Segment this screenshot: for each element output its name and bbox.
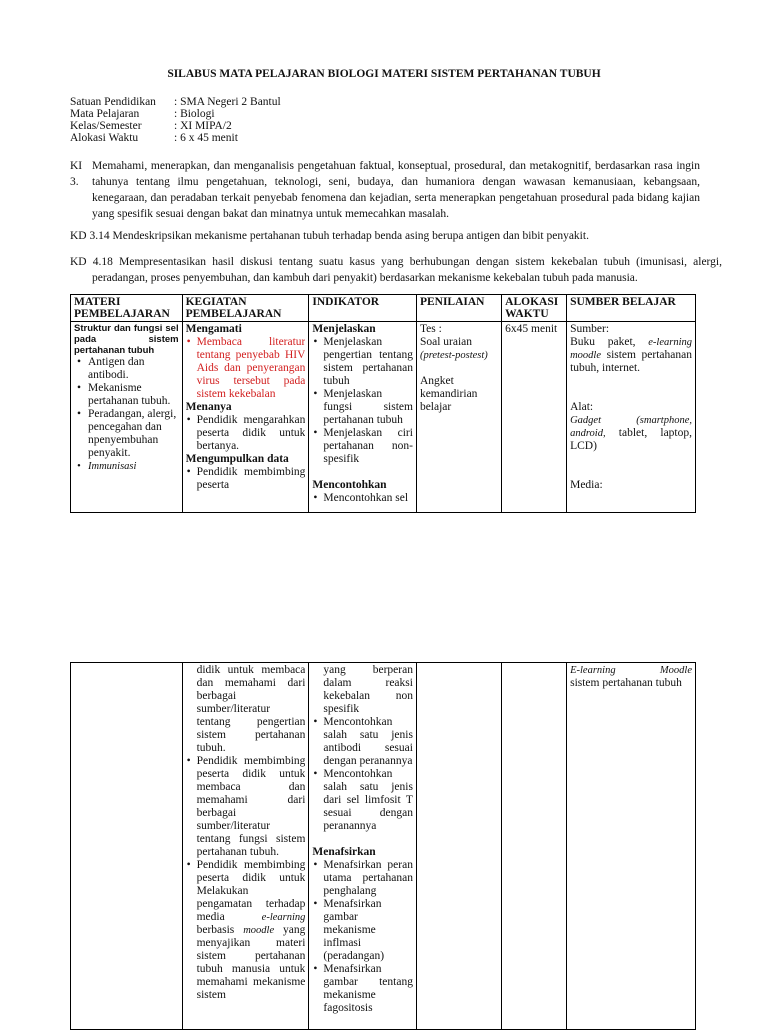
list-item: • Menafsirkan gambar mekanisme inflmasi (peradangan) bbox=[312, 898, 413, 963]
media-label: Media: bbox=[570, 479, 603, 491]
list-item: • Mencontohkan sel bbox=[312, 492, 413, 505]
indikator-heading: Menafsirkan bbox=[312, 846, 376, 858]
sumber-text bbox=[570, 336, 692, 375]
kegiatan-text: berbasis bbox=[196, 924, 235, 936]
table-row bbox=[71, 663, 696, 1030]
list-item: • Immunisasi bbox=[74, 460, 179, 473]
sumber-rest: sistem pertahanan tubuh, internet. bbox=[570, 349, 692, 374]
sumber-cell bbox=[567, 322, 696, 513]
sumber-buku: Buku paket, bbox=[570, 336, 636, 348]
info-value: : SMA Negeri 2 Bantul bbox=[174, 96, 281, 108]
list-item: • Antigen dan antibodi. bbox=[74, 356, 179, 382]
kegiatan-heading: Mengumpulkan data bbox=[185, 453, 289, 465]
list-item: • Menjelaskan ciri pertahanan non-spesifik bbox=[312, 427, 413, 466]
table-row bbox=[71, 322, 696, 513]
info-value: : 6 x 45 menit bbox=[174, 132, 238, 144]
alokasi-cell bbox=[502, 663, 567, 1030]
identity-block bbox=[70, 96, 281, 144]
penilaian-cell bbox=[416, 322, 501, 513]
list-item: • Pendidik membimbing peserta didik untuk membaca dan memahami dari berbagai sumber/literatur tentang fungsi sistem pertahanan tubuh. bbox=[186, 755, 306, 859]
materi-list bbox=[74, 356, 179, 473]
indikator-cell bbox=[309, 322, 417, 513]
list-item: • Pendidik membimbing peserta bbox=[186, 466, 306, 492]
list-item: • Mencontohkan salah satu jenis dari sel limfosit T sesuai dengan peranannya bbox=[312, 768, 413, 833]
sumber-label: Sumber: bbox=[570, 323, 610, 335]
indikator-continued: yang berperan dalam reaksi kekebalan non spesifik bbox=[323, 664, 413, 715]
list-item: • Mekanisme pertahanan tubuh. bbox=[74, 382, 179, 408]
kegiatan-cell bbox=[182, 663, 309, 1030]
materi-cell bbox=[71, 322, 183, 513]
ki3-paragraph bbox=[70, 158, 700, 222]
info-label: Satuan Pendidikan bbox=[70, 96, 156, 108]
indikator-list bbox=[312, 716, 413, 833]
table-header-row bbox=[71, 295, 696, 322]
kegiatan-continued: didik untuk membaca dan memahami dari berbagai sumber/literatur tentang pengertian sistem pertahanan tubuh. bbox=[196, 664, 306, 754]
header-indikator: INDIKATOR bbox=[309, 295, 417, 322]
kegiatan-elearning: e-learning bbox=[261, 912, 306, 923]
indikator-cell bbox=[309, 663, 417, 1030]
syllabus-table-continued bbox=[70, 662, 696, 1030]
kegiatan-text: yang menyajikan materi sistem pertahanan tubuh manusia untuk memahami mekanisme sistem bbox=[196, 924, 306, 1001]
sumber-elearning: e-learning moodle bbox=[570, 337, 692, 361]
info-label: Alokasi Waktu bbox=[70, 132, 139, 144]
kegiatan-list bbox=[186, 414, 306, 453]
alat-gadget: Gadget (smartphone, android, bbox=[570, 415, 692, 439]
header-sumber: SUMBER BELAJAR bbox=[567, 295, 696, 322]
alat-rest: tablet, laptop, LCD) bbox=[570, 427, 692, 452]
ki3-label: KI 3. bbox=[70, 160, 83, 188]
penilaian-pretest: (pretest-postest) bbox=[419, 350, 488, 361]
syllabus-table bbox=[70, 294, 696, 513]
indikator-heading: Mencontohkan bbox=[312, 479, 387, 491]
list-item: • Membaca literatur tentang penyebab HIV Aids dan penyerangan virus tersebut pada sistem kekebalan bbox=[186, 336, 306, 401]
penilaian-angket: Angket kemandirian belajar bbox=[419, 375, 478, 413]
header-materi: MATERI PEMBELAJARAN bbox=[71, 295, 183, 322]
info-row bbox=[70, 132, 281, 144]
list-item: • Pendidik mengarahkan peserta didik untuk bertanya. bbox=[186, 414, 306, 453]
info-value: : XI MIPA/2 bbox=[174, 120, 232, 132]
kegiatan-moodle: moodle bbox=[243, 925, 275, 936]
kegiatan-list bbox=[186, 466, 306, 492]
list-item: • Menjelaskan fungsi sistem pertahanan tubuh bbox=[312, 388, 413, 427]
penilaian-cell bbox=[416, 663, 501, 1030]
alat-label: Alat: bbox=[570, 401, 594, 413]
header-alokasi: ALOKASI WAKTU bbox=[502, 295, 567, 322]
info-label: Mata Pelajaran bbox=[70, 108, 140, 120]
list-item: • Menafsirkan peran utama pertahanan penghalang bbox=[312, 859, 413, 898]
info-row bbox=[70, 108, 281, 120]
ki3-text: Memahami, menerapkan, dan menganalisis pengetahuan faktual, konseptual, prosedural, dan metakognitif, berdasarkan rasa ingin tahunya tentang ilmu pengetahuan, teknologi, seni, budaya, dan humaniora dengan wawasan kemanusiaan, kebangsaan, kenegaraan, dan peradaban terkait penyebab fenomena dan kejadian, serta menerapkan pengetahuan prosedural pada bidang kajian yang spesifik sesuai dengan bakat dan minatnya untuk memecahkan masalah. bbox=[92, 160, 700, 220]
kd314-paragraph: KD 3.14 Mendeskripsikan mekanisme pertahanan tubuh terhadap benda asing berupa antigen dan bibit penyakit. bbox=[70, 230, 589, 242]
penilaian-soal: Soal uraian bbox=[419, 336, 473, 348]
header-penilaian: PENILAIAN bbox=[416, 295, 501, 322]
indikator-list bbox=[312, 492, 413, 505]
info-label: Kelas/Semester bbox=[70, 120, 142, 132]
info-row bbox=[70, 120, 281, 132]
indikator-list bbox=[312, 336, 413, 466]
indikator-heading: Menjelaskan bbox=[312, 323, 376, 335]
header-kegiatan: KEGIATAN PEMBELAJARAN bbox=[182, 295, 309, 322]
info-row bbox=[70, 96, 281, 108]
list-item: • Menjelaskan pengertian tentang sistem pertahanan tubuh bbox=[312, 336, 413, 388]
kegiatan-text: Pendidik membimbing peserta didik untuk Melakukan pengamatan terhadap media bbox=[196, 859, 306, 923]
kegiatan-list bbox=[186, 336, 306, 401]
kegiatan-heading: Mengamati bbox=[185, 323, 242, 335]
sumber-cell bbox=[567, 663, 696, 1030]
penilaian-tes: Tes : bbox=[419, 323, 442, 335]
alat-text bbox=[570, 414, 692, 453]
sumber-elearning: E-learning Moodle bbox=[570, 665, 692, 676]
list-item: • Mencontohkan salah satu jenis antibodi sesuai dengan peranannya bbox=[312, 716, 413, 768]
kd418-paragraph: KD 4.18 Mempresentasikan hasil diskusi tentang suatu kasus yang berhubungan dengan sistem kekebalan tubuh (imunisasi, alergi, peradangan, proses penyembuhan, dan kambuh dari penyakit) berdasarkan mekanisme kekebalan tubuh pada manusia. bbox=[70, 256, 722, 284]
info-value: : Biologi bbox=[174, 108, 215, 120]
kegiatan-heading: Menanya bbox=[185, 401, 232, 413]
sumber-rest: sistem pertahanan tubuh bbox=[570, 677, 682, 689]
materi-cell bbox=[71, 663, 183, 1030]
alokasi-value: 6x45 menit bbox=[505, 323, 558, 335]
kegiatan-cell bbox=[182, 322, 309, 513]
document-title: SILABUS MATA PELAJARAN BIOLOGI MATERI SISTEM PERTAHANAN TUBUH bbox=[167, 68, 601, 80]
list-item bbox=[186, 859, 306, 1002]
materi-heading: Struktur dan fungsi sel pada sistem pertahanan tubuh bbox=[74, 323, 179, 356]
list-item: • Menafsirkan gambar tentang mekanisme fagositosis bbox=[312, 963, 413, 1015]
indikator-list bbox=[312, 859, 413, 1015]
list-item: • Peradangan, alergi, pencegahan dan npenyembuhan penyakit. bbox=[74, 408, 179, 460]
kegiatan-list bbox=[186, 755, 306, 1002]
alokasi-cell bbox=[502, 322, 567, 513]
